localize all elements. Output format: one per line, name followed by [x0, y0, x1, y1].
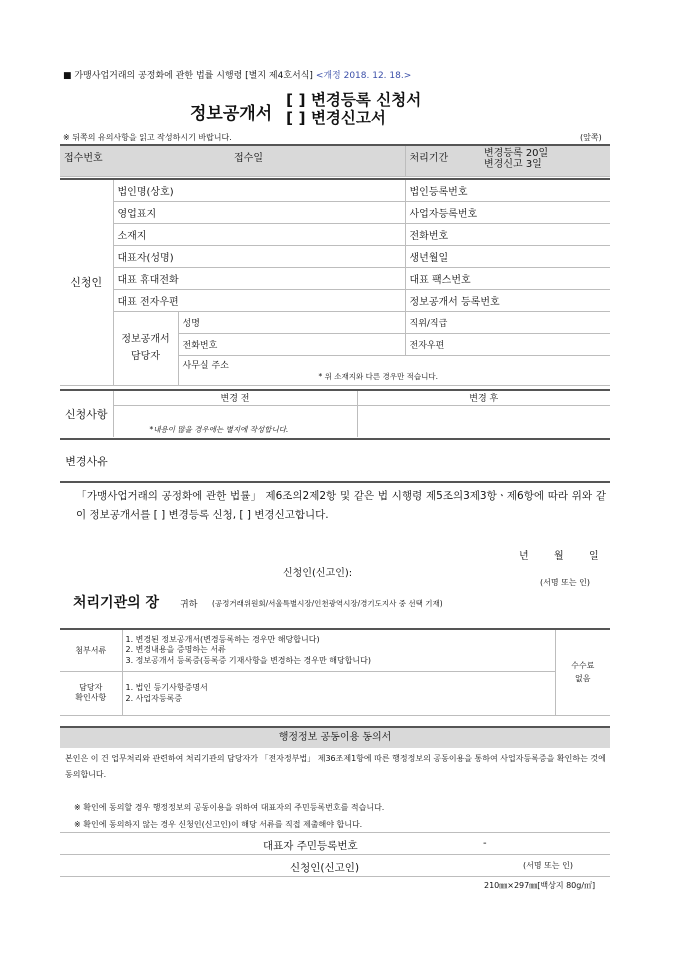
consent-signature-note: (서명 또는 인): [523, 861, 573, 870]
declaration-text: 「가맹사업거래의 공정화에 관한 법률」 제6조의2제2항 및 같은 법 시행령 제5조의3제3항ㆍ제6항에 따라 위와 같이 정보공개서를 [ ] 변경등록 신청, [ ] 변경신고합니다.: [76, 490, 606, 521]
reason-table: [60, 438, 610, 483]
address-label: 소재지: [117, 230, 147, 242]
phone-label: 전화번호: [409, 230, 449, 242]
period-change-registration: 변경등록 20일: [484, 148, 549, 159]
request-table: [60, 389, 610, 437]
address-field[interactable]: [113, 223, 405, 245]
office-address-field[interactable]: [178, 355, 610, 385]
check-item: 1. 법인 등기사항증명서: [125, 683, 208, 692]
submit-doc-item: 1. 변경된 정보공개서(변경등록하는 경우만 해당합니다): [125, 634, 320, 644]
receipt-table: [60, 144, 610, 177]
after-change-header: 변경 후: [357, 390, 610, 405]
ceo-fax-label: 대표 팩스번호: [409, 274, 471, 286]
submit-docs-label: 첨부서류: [60, 629, 122, 671]
birth-date-label: 생년월일: [409, 252, 449, 264]
ceo-email-label: 대표 전자우편: [117, 296, 179, 308]
biz-reg-no-label: 사업자등록번호: [409, 208, 478, 220]
consent-note-agree: ※ 확인에 동의할 경우 행정정보의 공동이용을 위하여 대표자의 주민등록번호를 적습니다.: [74, 803, 385, 812]
submit-docs-list: [122, 629, 555, 671]
manager-name-field[interactable]: [178, 311, 405, 333]
instruction-note: ※ 뒤쪽의 유의사항을 읽고 작성하시기 바랍니다.: [63, 133, 232, 142]
office-address-label: 사무실 주소: [182, 360, 229, 371]
processing-period-values: [480, 145, 610, 176]
period-change-report: 변경신고 3일: [484, 159, 542, 170]
manager-label-line1: 정보공개서: [121, 334, 170, 345]
ceo-fax-field[interactable]: [405, 267, 610, 289]
manager-email-label: 전자우편: [409, 340, 445, 351]
biz-reg-no-field[interactable]: [405, 201, 610, 223]
check-item: 2. 사업자등록증: [125, 694, 183, 703]
ceo-name-label: 대표자(성명): [117, 252, 174, 264]
consent-divider: [60, 854, 610, 855]
phone-field[interactable]: [405, 223, 610, 245]
recipient-title: 처리기관의 장: [73, 595, 160, 611]
manager-phone-label: 전화번호: [182, 340, 218, 351]
ceo-id-dash[interactable]: -: [483, 838, 487, 849]
manager-label-line2: 담당자: [131, 351, 160, 362]
business-mark-field[interactable]: [113, 201, 405, 223]
official-check-label: [60, 671, 122, 715]
recipient-suffix: 귀하: [180, 600, 198, 610]
date-day-label: 일: [589, 551, 599, 562]
submit-doc-item: 2. 변경내용을 증명하는 서류: [125, 645, 226, 654]
consent-divider: [60, 832, 610, 833]
official-check-label-line2: 확인사항: [75, 693, 107, 702]
official-check-list: [122, 671, 555, 715]
ceo-mobile-field[interactable]: [113, 267, 405, 289]
fee-value: 없음: [575, 674, 591, 684]
law-reference: ■ 가맹사업거래의 공정화에 관한 법률 시행령 [별지 제4호서식]: [63, 71, 313, 81]
receipt-date-field[interactable]: [230, 145, 405, 176]
manager-name-label: 성명: [182, 318, 200, 329]
reason-section-label: 변경사유: [60, 439, 113, 482]
official-check-label-line1: 담당자: [79, 683, 103, 692]
attachments-table: [60, 628, 610, 716]
applicant-table: [60, 178, 610, 386]
fee-cell: [555, 629, 610, 715]
before-change-field[interactable]: [113, 405, 357, 437]
ceo-email-field[interactable]: [113, 289, 405, 311]
form-title-options: [286, 91, 421, 127]
form-header: [63, 68, 411, 81]
receipt-number-field[interactable]: [60, 145, 230, 176]
page-side-label: (앞쪽): [580, 133, 602, 142]
corp-name-field[interactable]: [113, 179, 405, 201]
applicant-signature-label: 신청인(신고인):: [283, 568, 353, 579]
corp-reg-no-field[interactable]: [405, 179, 610, 201]
birth-date-field[interactable]: [405, 245, 610, 267]
recipient-note: (공정거래위원회/서울특별시장/인천광역시장/경기도지사 중 선택 기재): [212, 599, 443, 608]
date-year-label: 년: [519, 551, 529, 562]
consent-applicant-label: 신청인(신고인): [290, 862, 360, 874]
form-title: 정보공개서: [190, 104, 273, 124]
title-option-change-report: [ ] 변경신고서: [286, 109, 386, 127]
paper-size: 210㎜×297㎜[백상지 80g/㎡]: [484, 881, 596, 890]
receipt-date-label: 접수일: [234, 153, 263, 164]
disclosure-reg-no-field[interactable]: [405, 289, 610, 311]
request-section-label: 신청사항: [60, 390, 113, 437]
receipt-number-label: 접수번호: [64, 153, 103, 164]
fee-label: 수수료: [571, 661, 595, 671]
corp-reg-no-label: 법인등록번호: [409, 186, 468, 198]
manager-position-field[interactable]: [405, 311, 610, 333]
manager-position-label: 직위/직급: [409, 318, 448, 329]
date-month-label: 월: [554, 551, 564, 562]
ceo-id-label: 대표자 주민등록번호: [263, 840, 358, 852]
revision-date: <개정 2018. 12. 18.>: [315, 71, 412, 81]
ceo-name-field[interactable]: [113, 245, 405, 267]
consent-body: 본인은 이 건 업무처리와 관련하여 처리기관의 담당자가 「전자정부법」 제36조제1항에 따른 행정정보의 공동이용을 통하여 사업자등록증을 확인하는 것에 동의합니다.: [65, 754, 606, 779]
ceo-mobile-label: 대표 휴대전화: [117, 274, 179, 286]
disclosure-reg-no-label: 정보공개서 등록번호: [409, 296, 500, 308]
applicant-section-label: 신청인: [60, 179, 113, 385]
manager-section-label: [113, 311, 178, 385]
submit-doc-item: 3. 정보공개서 등록증(등록증 기재사항을 변경하는 경우만 해당합니다): [125, 655, 372, 665]
manager-email-field[interactable]: [405, 333, 610, 355]
title-option-change-registration: [ ] 변경등록 신청서: [286, 91, 422, 109]
signature-note: (서명 또는 인): [540, 578, 590, 587]
office-address-note: * 위 소재지와 다른 경우만 적습니다.: [318, 371, 438, 381]
processing-period-label: 처리기간: [405, 145, 480, 176]
corp-name-label: 법인명(상호): [117, 186, 174, 198]
before-change-header: 변경 전: [113, 390, 357, 405]
manager-phone-field[interactable]: [178, 333, 405, 355]
reason-field[interactable]: [113, 439, 610, 482]
consent-divider: [60, 876, 610, 877]
consent-note-disagree: ※ 확인에 동의하지 않는 경우 신청인(신고인)이 해당 서류를 직접 제출해야 합니다.: [74, 820, 363, 829]
request-note: *내용이 많을 경우에는 별지에 작성합니다.: [149, 425, 289, 434]
business-mark-label: 영업표지: [117, 208, 157, 220]
after-change-field[interactable]: [357, 405, 610, 437]
consent-title: 행정정보 공동이용 동의서: [60, 726, 610, 748]
